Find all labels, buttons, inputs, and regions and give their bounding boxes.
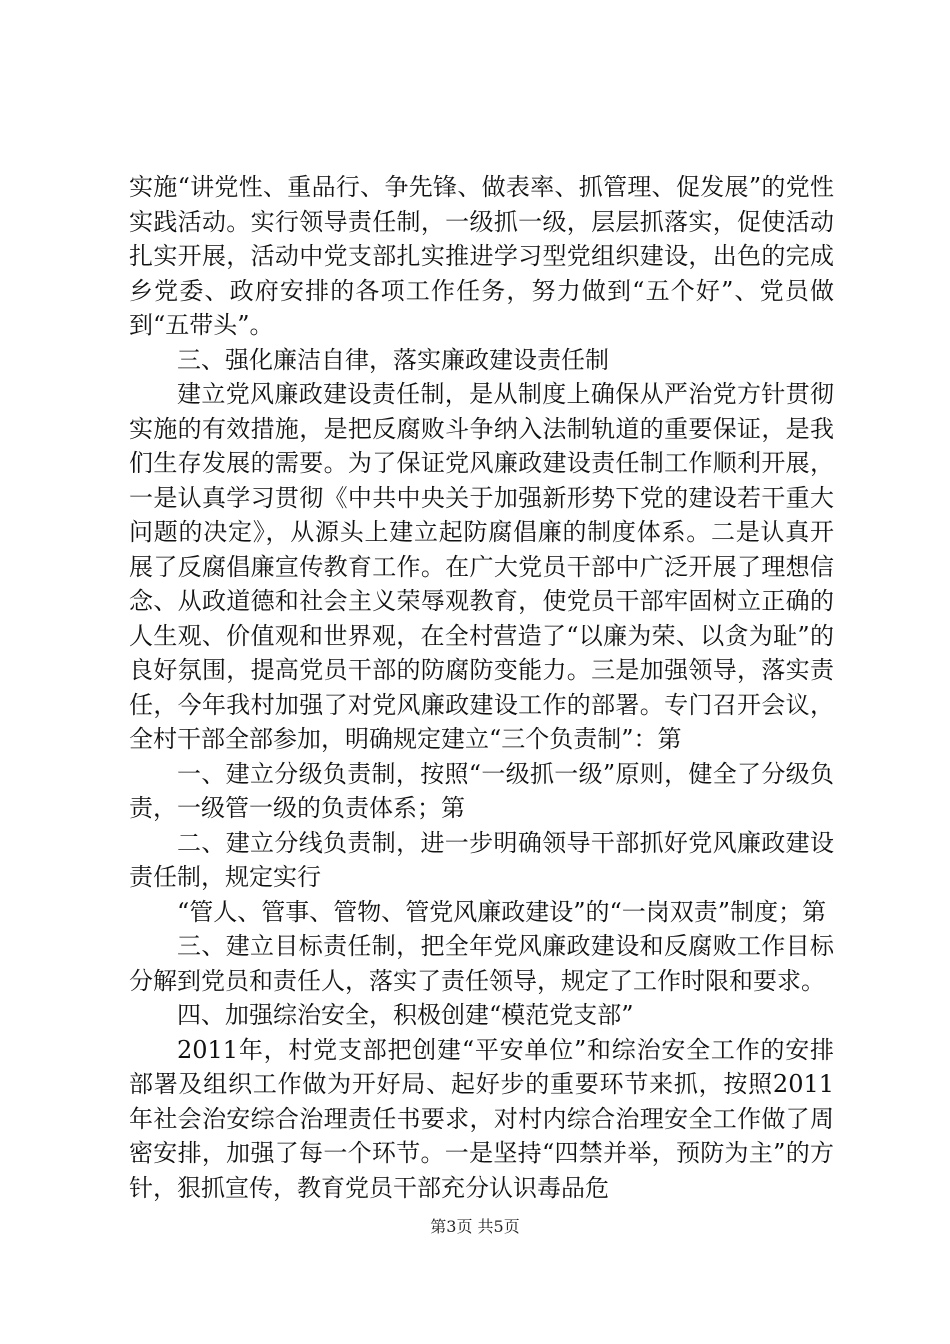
section-heading-4: 四、加强综治安全，积极创建“模范党支部” xyxy=(177,1001,634,1029)
paragraph-1: 实施“讲党性、重品行、争先锋、做表率、抓管理、促发展”的党性实践活动。实行领导责任制，一级抓一级，层层抓落实，促使活动扎实开展，活动中党支部扎实推进学习型党组织建设，出色的完成乡党委、政府安排的各项工作任务，努力做到“五个好”、党员做到“五带头”。 xyxy=(129,173,834,339)
paragraph-3: 2011年，村党支部把创建“平安单位”和综治安全工作的安排部署及组织工作做为开好局、起好步的重要环节来抓，按照2011年社会治安综合治理责任书要求，对村内综合治理安全工作做了周密安排，加强了每一个环节。一是坚持“四禁并举，预防为主”的方针，狠抓宣传，教育党员干部充分认识毒品危 xyxy=(129,1035,834,1202)
list-item-3: 三、建立目标责任制，把全年党风廉政建设和反腐败工作目标分解到党员和责任人，落实了责任领导，规定了工作时限和要求。 xyxy=(129,932,834,995)
paragraph-2: 建立党风廉政建设责任制，是从制度上确保从严治党方针贯彻实施的有效措施，是把反腐败斗争纳入法制轨道的重要保证，是我们生存发展的需要。为了保证党风廉政建设责任制工作顺利开展，一是认真学习贯彻《中共中央关于加强新形势下党的建设若干重大问题的决定》，从源头上建立起防腐倡廉的制度体系。二是认真开展了反腐倡廉宣传教育工作。在广大党员干部中广泛开展了理想信念、从政道德和社会主义荣辱观教育，使党员干部牢固树立正确的人生观、价值观和世界观，在全村营造了“以廉为荣、以贪为耻”的良好氛围，提高党员干部的防腐防变能力。三是加强领导，落实责任，今年我村加强了对党风廉政建设工作的部署。专门召开会议，全村干部全部参加，明确规定建立“三个负责制”：第 xyxy=(129,380,834,753)
page-number-footer: 第3页 共5页 xyxy=(430,1217,520,1236)
list-item-2-continued: “管人、管事、管物、管党风廉政建设”的“一岗双责”制度；第 xyxy=(177,897,827,926)
list-item-2: 二、建立分线负责制，进一步明确领导干部抓好党风廉政建设责任制，规定实行 xyxy=(129,828,834,891)
list-item-1: 一、建立分级负责制，按照“一级抓一级”原则，健全了分级负责，一级管一级的负责体系；第 xyxy=(129,759,834,822)
section-heading-3: 三、强化廉洁自律，落实廉政建设责任制 xyxy=(177,345,609,374)
document-body xyxy=(129,170,834,1205)
